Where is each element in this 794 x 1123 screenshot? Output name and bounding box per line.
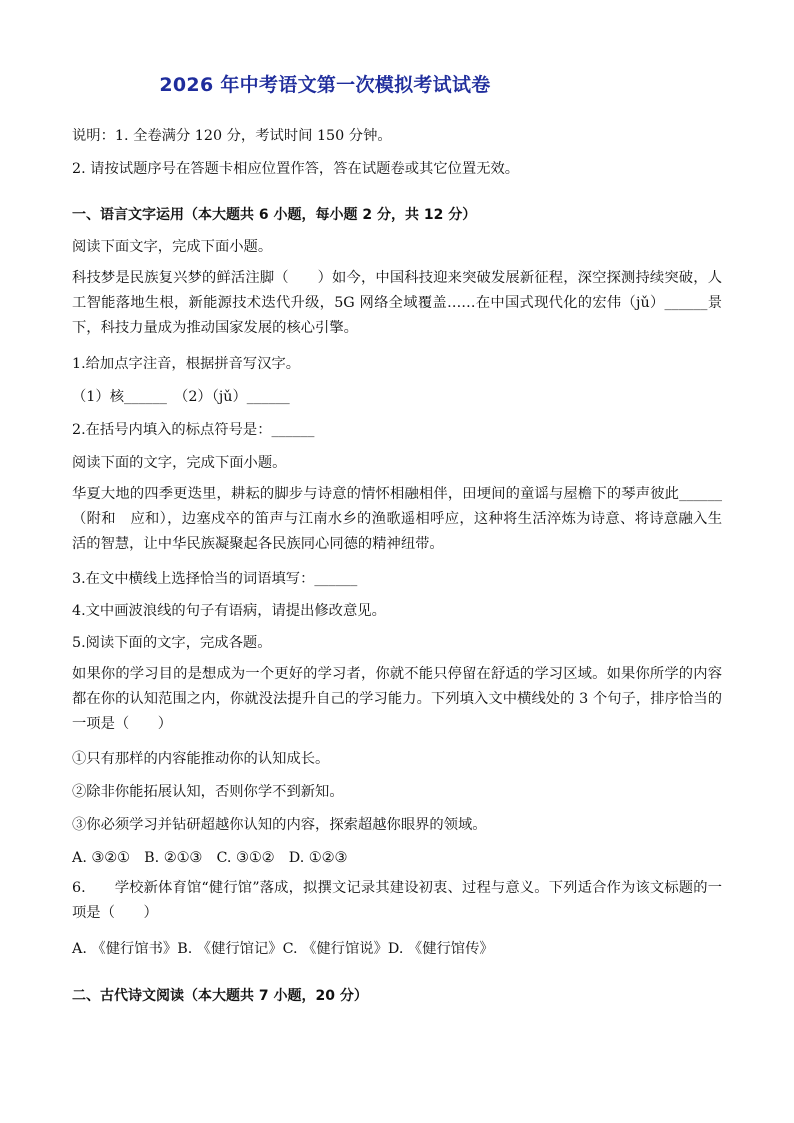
instruction-1: 说明：1. 全卷满分 120 分，考试时间 150 分钟。 [72, 128, 392, 144]
passage-2: 华夏大地的四季更迭里，耕耘的脚步与诗意的情怀相融相伴，田埂间的童谣与屋檐下的琴声彼此______（附和 应和），边塞戍卒的笛声与江南水乡的渔歌遥相呼应，这种将生活淬炼为诗意、将诗意融入生活的智慧，让中华民族凝聚起各民族同心同德的精神纽带。 [72, 486, 722, 552]
question-2: 2.在括号内填入的标点符号是：______ [72, 422, 315, 438]
sentence-3: ③你必须学习并钻研超越你认知的内容，探索超越你眼界的领域。 [72, 817, 487, 833]
question-3: 3.在文中横线上选择恰当的词语填写：______ [72, 571, 358, 587]
question-1-items: （1）核______ （2）（jǔ）______ [72, 389, 290, 405]
question-6-options: A. 《健行馆书》B. 《健行馆记》C. 《健行馆说》D. 《健行馆传》 [72, 941, 494, 957]
question-1: 1.给加点字注音，根据拼音写汉字。 [72, 356, 301, 372]
section-1-heading: 一、语言文字运用（本大题共 6 小题，每小题 2 分，共 12 分） [72, 207, 477, 223]
sentence-1: ①只有那样的内容能推动你的认知成长。 [72, 751, 330, 767]
exam-title: 2026 年中考语文第一次模拟考试试卷 [159, 74, 491, 96]
question-6: 6. 学校新体育馆“健行馆”落成，拟撰文记录其建设初衷、过程与意义。下列适合作为该文标题的一项是（ ） [72, 880, 722, 921]
question-4: 4.文中画波浪线的句子有语病，请提出修改意见。 [72, 603, 386, 619]
reading-intro-2: 阅读下面的文字，完成下面小题。 [72, 455, 287, 471]
instruction-2: 2. 请按试题序号在答题卡相应位置作答，答在试题卷或其它位置无效。 [72, 161, 520, 177]
passage-3: 如果你的学习目的是想成为一个更好的学习者，你就不能只停留在舒适的学习区域。如果你所学的内容都在你的认知范围之内，你就没法提升自己的学习能力。下列填入文中横线处的 3 个句子，排序恰当的一项是（ ） [72, 666, 722, 732]
reading-intro-1: 阅读下面文字，完成下面小题。 [72, 239, 273, 255]
passage-1: 科技梦是民族复兴梦的鲜活注脚（ ）如今，中国科技迎来突破发展新征程，深空探测持续突破，人工智能落地生根，新能源技术迭代升级，5G 网络全域覆盖……在中国式现代化的宏伟（jǔ）______景下，科技力量成为推动国家发展的核心引擎。 [72, 270, 722, 336]
question-5: 5.阅读下面的文字，完成各题。 [72, 635, 272, 651]
question-5-options: A. ③②① B. ②①③ C. ③①② D. ①②③ [72, 850, 348, 866]
section-2-heading: 二、古代诗文阅读（本大题共 7 小题，20 分） [72, 988, 368, 1004]
sentence-2: ②除非你能拓展认知，否则你学不到新知。 [72, 784, 344, 800]
